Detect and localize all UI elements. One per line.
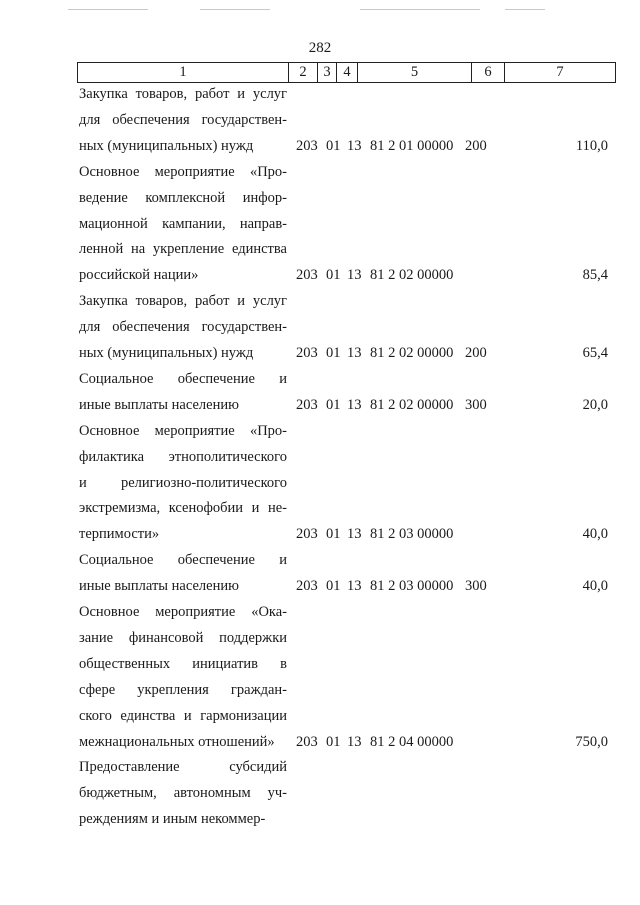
row-cell-c7: 65,4 [582, 345, 608, 361]
row-description-line: бюджетным, автономным уч- [79, 785, 287, 802]
column-header-6: 6 [472, 63, 505, 83]
row-description-line: Основное мероприятие «Про- [79, 422, 287, 439]
row-description-line: общественных инициатив в [79, 655, 287, 672]
column-header-row [78, 63, 616, 83]
row-description-line: межнациональных отношений» [79, 733, 275, 750]
scan-artifact [200, 9, 270, 10]
row-cell-c7: 750,0 [575, 733, 608, 750]
row-description-line: экстремизма, ксенофобии и не- [79, 500, 287, 517]
row-cell-c4: 13 [347, 526, 362, 543]
row-description-line: российской нации» [79, 267, 199, 284]
page-number: 282 [308, 40, 332, 56]
column-header-4: 4 [337, 63, 358, 83]
row-cell-c2: 203 [296, 345, 318, 361]
row-cell-c3: 01 [326, 345, 341, 361]
row-cell-c4: 13 [347, 345, 362, 361]
row-cell-c5: 81 2 03 00000 [370, 578, 454, 595]
row-description-line: Социальное обеспечение и [79, 552, 287, 569]
row-cell-c6: 200 [465, 137, 487, 154]
row-cell-c2: 203 [296, 137, 318, 154]
row-cell-c4: 13 [347, 733, 362, 750]
row-cell-c6: 200 [465, 345, 487, 361]
row-cell-c5: 81 2 03 00000 [370, 526, 454, 543]
row-description-line: ведение комплексной инфор- [79, 189, 287, 206]
row-description-line: ных (муниципальных) нужд [79, 345, 254, 361]
row-cell-c3: 01 [326, 578, 341, 595]
row-description-line: Закупка товаров, работ и услуг [79, 293, 287, 310]
row-cell-c6: 300 [465, 578, 487, 595]
row-cell-c5: 81 2 01 00000 [370, 137, 454, 154]
row-description-line: ского единства и гармонизации [79, 707, 287, 724]
row-cell-c7: 85,4 [582, 267, 608, 284]
scan-artifact [68, 9, 148, 10]
row-cell-c4: 13 [347, 137, 362, 154]
row-description-line: ленной на укрепление единства [79, 241, 287, 258]
row-cell-c3: 01 [326, 733, 341, 750]
row-cell-c7: 40,0 [582, 526, 608, 543]
row-cell-c2: 203 [296, 267, 318, 284]
row-description-line: Основное мероприятие «Ока- [79, 604, 287, 620]
row-cell-c7: 110,0 [575, 137, 608, 154]
column-header-7: 7 [505, 63, 616, 83]
row-cell-c5: 81 2 04 00000 [370, 733, 454, 750]
row-description-line: Основное мероприятие «Про- [79, 163, 287, 180]
row-description-line: и религиозно-политического [79, 474, 287, 491]
row-cell-c3: 01 [326, 267, 341, 284]
row-cell-c4: 13 [347, 578, 362, 595]
row-cell-c2: 203 [296, 578, 318, 595]
row-cell-c3: 01 [326, 396, 341, 413]
column-header-table [77, 62, 616, 83]
row-cell-c7: 40,0 [582, 578, 608, 595]
row-description-line: терпимости» [79, 526, 160, 543]
column-header-2: 2 [289, 63, 318, 83]
row-description-line: зание финансовой поддержки [79, 629, 287, 646]
row-cell-c7: 20,0 [582, 396, 608, 413]
row-cell-c4: 13 [347, 396, 362, 413]
column-header-1: 1 [78, 63, 289, 83]
row-description-line: ных (муниципальных) нужд [79, 137, 254, 154]
row-cell-c3: 01 [326, 526, 341, 543]
row-description-line: иные выплаты населению [79, 578, 239, 595]
row-description-line: Социальное обеспечение и [79, 370, 287, 387]
row-cell-c6: 300 [465, 396, 487, 413]
row-cell-c5: 81 2 02 00000 [370, 267, 454, 284]
row-description-line: для обеспечения государствен- [79, 111, 287, 128]
row-description-line: Закупка товаров, работ и услуг [79, 86, 287, 102]
row-cell-c5: 81 2 02 00000 [370, 345, 454, 361]
row-cell-c2: 203 [296, 733, 318, 750]
row-cell-c5: 81 2 02 00000 [370, 396, 454, 413]
row-description-line: Предоставление субсидий [79, 759, 287, 776]
row-cell-c4: 13 [347, 267, 362, 284]
column-header-3: 3 [318, 63, 337, 83]
row-description-line: для обеспечения государствен- [79, 319, 287, 336]
row-cell-c3: 01 [326, 137, 341, 154]
row-description-line: сфере укрепления граждан- [79, 681, 287, 698]
row-description-line: мационной кампании, направ- [79, 215, 287, 232]
row-cell-c2: 203 [296, 526, 318, 543]
scan-artifact [360, 9, 480, 10]
column-header-5: 5 [358, 63, 472, 83]
row-description-line: реждениям и иным некоммер- [79, 811, 266, 828]
row-description-line: иные выплаты населению [79, 396, 239, 413]
row-description-line: филактика этнополитического [79, 448, 287, 465]
scan-artifact [505, 9, 545, 10]
row-cell-c2: 203 [296, 396, 318, 413]
